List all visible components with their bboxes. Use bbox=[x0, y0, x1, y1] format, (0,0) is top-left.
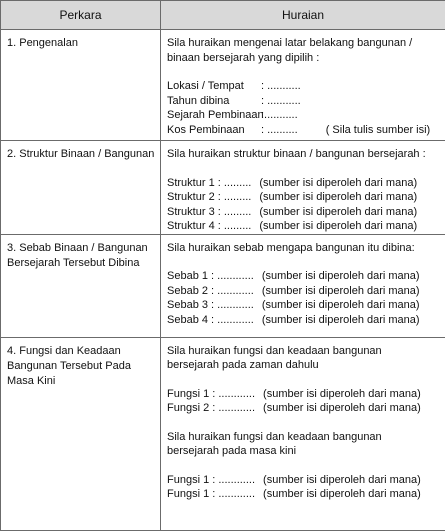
source-note: (sumber isi diperoleh dari mana) bbox=[259, 219, 417, 234]
perkara-cell: 2. Struktur Binaan / Bangunan bbox=[1, 141, 161, 235]
huraian-cell bbox=[161, 30, 445, 141]
field-value: : ............ bbox=[211, 284, 254, 299]
source-note: (sumber isi diperoleh dari mana) bbox=[263, 401, 421, 416]
field-label: Struktur 1 bbox=[167, 176, 218, 191]
field-value: : ............ bbox=[212, 401, 255, 416]
field-label: Fungsi 1 bbox=[167, 473, 212, 488]
field-line bbox=[167, 190, 441, 205]
field-label: Sebab 4 bbox=[167, 313, 211, 328]
table-row bbox=[1, 234, 445, 337]
table-row bbox=[1, 337, 445, 530]
field-value: : ......... bbox=[218, 190, 252, 205]
intro-line: Sila huraikan struktur binaan / bangunan bersejarah : bbox=[167, 147, 441, 162]
field-label: Fungsi 1 bbox=[167, 487, 212, 502]
source-note: (sumber isi diperoleh dari mana) bbox=[259, 205, 417, 220]
intro-line: bersejarah pada zaman dahulu bbox=[167, 358, 441, 373]
field-value: : ............ bbox=[212, 473, 255, 488]
intro-line: Sila huraikan fungsi dan keadaan bangunan bbox=[167, 430, 441, 445]
field-label: Kos Pembinaan bbox=[167, 123, 261, 138]
field-label: Tahun dibina bbox=[167, 94, 261, 109]
field-line bbox=[167, 94, 441, 109]
source-note: (sumber isi diperoleh dari mana) bbox=[262, 313, 420, 328]
field-value: : ............ bbox=[212, 387, 255, 402]
field-line bbox=[167, 487, 441, 502]
field-label: Fungsi 2 bbox=[167, 401, 212, 416]
source-note: (sumber isi diperoleh dari mana) bbox=[259, 176, 417, 191]
field-line bbox=[167, 269, 441, 284]
field-line bbox=[167, 79, 441, 94]
field-line bbox=[167, 108, 441, 123]
field-label: Struktur 2 bbox=[167, 190, 218, 205]
field-value: : ......... bbox=[218, 219, 252, 234]
field-label: Sebab 2 bbox=[167, 284, 211, 299]
source-note: (sumber isi diperoleh dari mana) bbox=[263, 487, 421, 502]
field-value: :........... bbox=[261, 108, 298, 123]
perkara-cell: 1. Pengenalan bbox=[1, 30, 161, 141]
source-note: (sumber isi diperoleh dari mana) bbox=[262, 298, 420, 313]
field-value: : ............ bbox=[212, 487, 255, 502]
source-note: (sumber isi diperoleh dari mana) bbox=[262, 284, 420, 299]
field-value: : ............ bbox=[211, 298, 254, 313]
header-perkara: Perkara bbox=[1, 1, 161, 30]
header-row bbox=[1, 1, 445, 30]
field-label: Lokasi / Tempat bbox=[167, 79, 261, 94]
field-label: Sejarah Pembinaan bbox=[167, 108, 261, 123]
field-value: : ............ bbox=[211, 269, 254, 284]
field-label: Sebab 3 bbox=[167, 298, 211, 313]
field-value: : ......... bbox=[218, 205, 252, 220]
intro-line: Sila huraikan sebab mengapa bangunan itu dibina: bbox=[167, 241, 441, 256]
source-note: (sumber isi diperoleh dari mana) bbox=[262, 269, 420, 284]
field-line bbox=[167, 284, 441, 299]
field-line bbox=[167, 473, 441, 488]
perkara-cell: 4. Fungsi dan Keadaan Bangunan Tersebut Pada Masa Kini bbox=[1, 337, 161, 530]
field-line bbox=[167, 176, 441, 191]
field-line bbox=[167, 123, 441, 138]
field-value: : ............ bbox=[211, 313, 254, 328]
source-note: (sumber isi diperoleh dari mana) bbox=[263, 473, 421, 488]
field-value: : ........... bbox=[261, 94, 301, 109]
intro-line: Sila huraikan fungsi dan keadaan bangunan bbox=[167, 344, 441, 359]
field-line bbox=[167, 313, 441, 328]
field-label: Struktur 3 bbox=[167, 205, 218, 220]
header-huraian: Huraian bbox=[161, 1, 445, 30]
huraian-cell bbox=[161, 234, 445, 337]
table-row bbox=[1, 30, 445, 141]
intro-line: bersejarah pada masa kini bbox=[167, 444, 441, 459]
field-line bbox=[167, 298, 441, 313]
table-row bbox=[1, 141, 445, 235]
source-note: (sumber isi diperoleh dari mana) bbox=[259, 190, 417, 205]
field-line bbox=[167, 387, 441, 402]
huraian-cell bbox=[161, 141, 445, 235]
intro-line: binaan bersejarah yang dipilih : bbox=[167, 51, 441, 66]
field-label: Struktur 4 bbox=[167, 219, 218, 234]
field-label: Fungsi 1 bbox=[167, 387, 212, 402]
field-line bbox=[167, 219, 441, 234]
field-line bbox=[167, 401, 441, 416]
source-note: (sumber isi diperoleh dari mana) bbox=[263, 387, 421, 402]
field-label: Sebab 1 bbox=[167, 269, 211, 284]
source-note: ( Sila tulis sumber isi) bbox=[326, 123, 431, 138]
huraian-cell bbox=[161, 337, 445, 530]
intro-line: Sila huraikan mengenai latar belakang bangunan / bbox=[167, 36, 441, 51]
field-line bbox=[167, 205, 441, 220]
perkara-cell: 3. Sebab Binaan / Bangunan Bersejarah Tersebut Dibina bbox=[1, 234, 161, 337]
field-value: : ........... bbox=[261, 79, 301, 94]
field-value: : ......... bbox=[218, 176, 252, 191]
field-value: : .......... bbox=[261, 123, 298, 138]
